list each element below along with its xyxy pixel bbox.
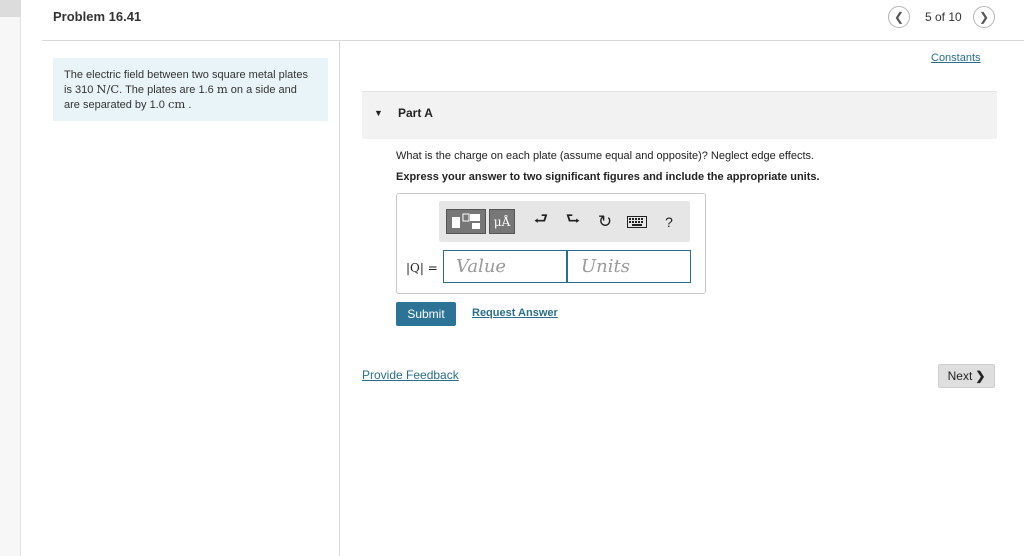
field-unit: N/C <box>96 82 120 96</box>
undo-icon: ⮐ <box>533 211 549 228</box>
units-input[interactable] <box>567 250 691 283</box>
units-button-label: μÅ <box>493 214 511 229</box>
column-divider <box>339 41 340 556</box>
instruction-text: Express your answer to two significant figures and include the appropriate units. <box>396 171 820 183</box>
redo-icon: ⮑ <box>565 211 581 228</box>
next-problem-button[interactable] <box>973 6 995 28</box>
undo-button[interactable] <box>530 209 552 234</box>
reset-button[interactable] <box>594 209 616 234</box>
submit-button[interactable]: Submit <box>396 302 456 326</box>
help-button[interactable] <box>658 209 680 234</box>
chevron-left-icon: ❮ <box>893 10 905 24</box>
separation-unit: cm <box>167 97 186 111</box>
redo-button[interactable] <box>562 209 584 234</box>
part-title: Part A <box>398 106 433 120</box>
chevron-right-icon: ❯ <box>975 369 986 383</box>
constants-link[interactable]: Constants <box>931 52 981 64</box>
templates-icon <box>450 213 482 230</box>
part-a-header[interactable] <box>362 91 997 139</box>
statement-line1: The electric field between two square metal plates <box>64 69 308 81</box>
next-button[interactable] <box>938 364 995 388</box>
keyboard-icon <box>627 216 647 228</box>
statement-text: . <box>188 99 192 111</box>
answer-label: |Q| = <box>406 261 438 275</box>
statement-text: are separated by 1.0 <box>64 99 165 111</box>
previous-problem-button[interactable] <box>888 6 910 28</box>
next-button-label: Next <box>947 369 973 383</box>
request-answer-link[interactable]: Request Answer <box>472 307 558 319</box>
templates-button[interactable] <box>446 209 486 234</box>
math-toolbar <box>439 201 690 242</box>
length-unit: m <box>216 82 228 96</box>
statement-text: on a side and <box>230 84 297 96</box>
problem-title: Problem 16.41 <box>53 9 142 24</box>
statement-text: . The plates are 1.6 <box>119 84 214 96</box>
left-sidebar-strip <box>0 0 21 556</box>
problem-statement <box>53 58 328 121</box>
help-label: ? <box>665 213 673 230</box>
chevron-right-icon: ❯ <box>978 10 990 24</box>
value-input[interactable] <box>443 250 567 283</box>
problem-header <box>42 0 1024 41</box>
statement-text: is 310 <box>64 84 94 96</box>
caret-down-icon: ▼ <box>374 108 383 118</box>
reset-icon: ↻ <box>597 211 613 231</box>
units-button[interactable] <box>489 209 515 234</box>
provide-feedback-link[interactable]: Provide Feedback <box>362 368 459 382</box>
answer-box <box>396 193 706 294</box>
sidebar-tab[interactable] <box>0 0 21 17</box>
question-text: What is the charge on each plate (assume equal and opposite)? Neglect edge effects. <box>396 150 815 162</box>
keyboard-button[interactable] <box>625 209 649 234</box>
page-count: 5 of 10 <box>925 10 962 24</box>
